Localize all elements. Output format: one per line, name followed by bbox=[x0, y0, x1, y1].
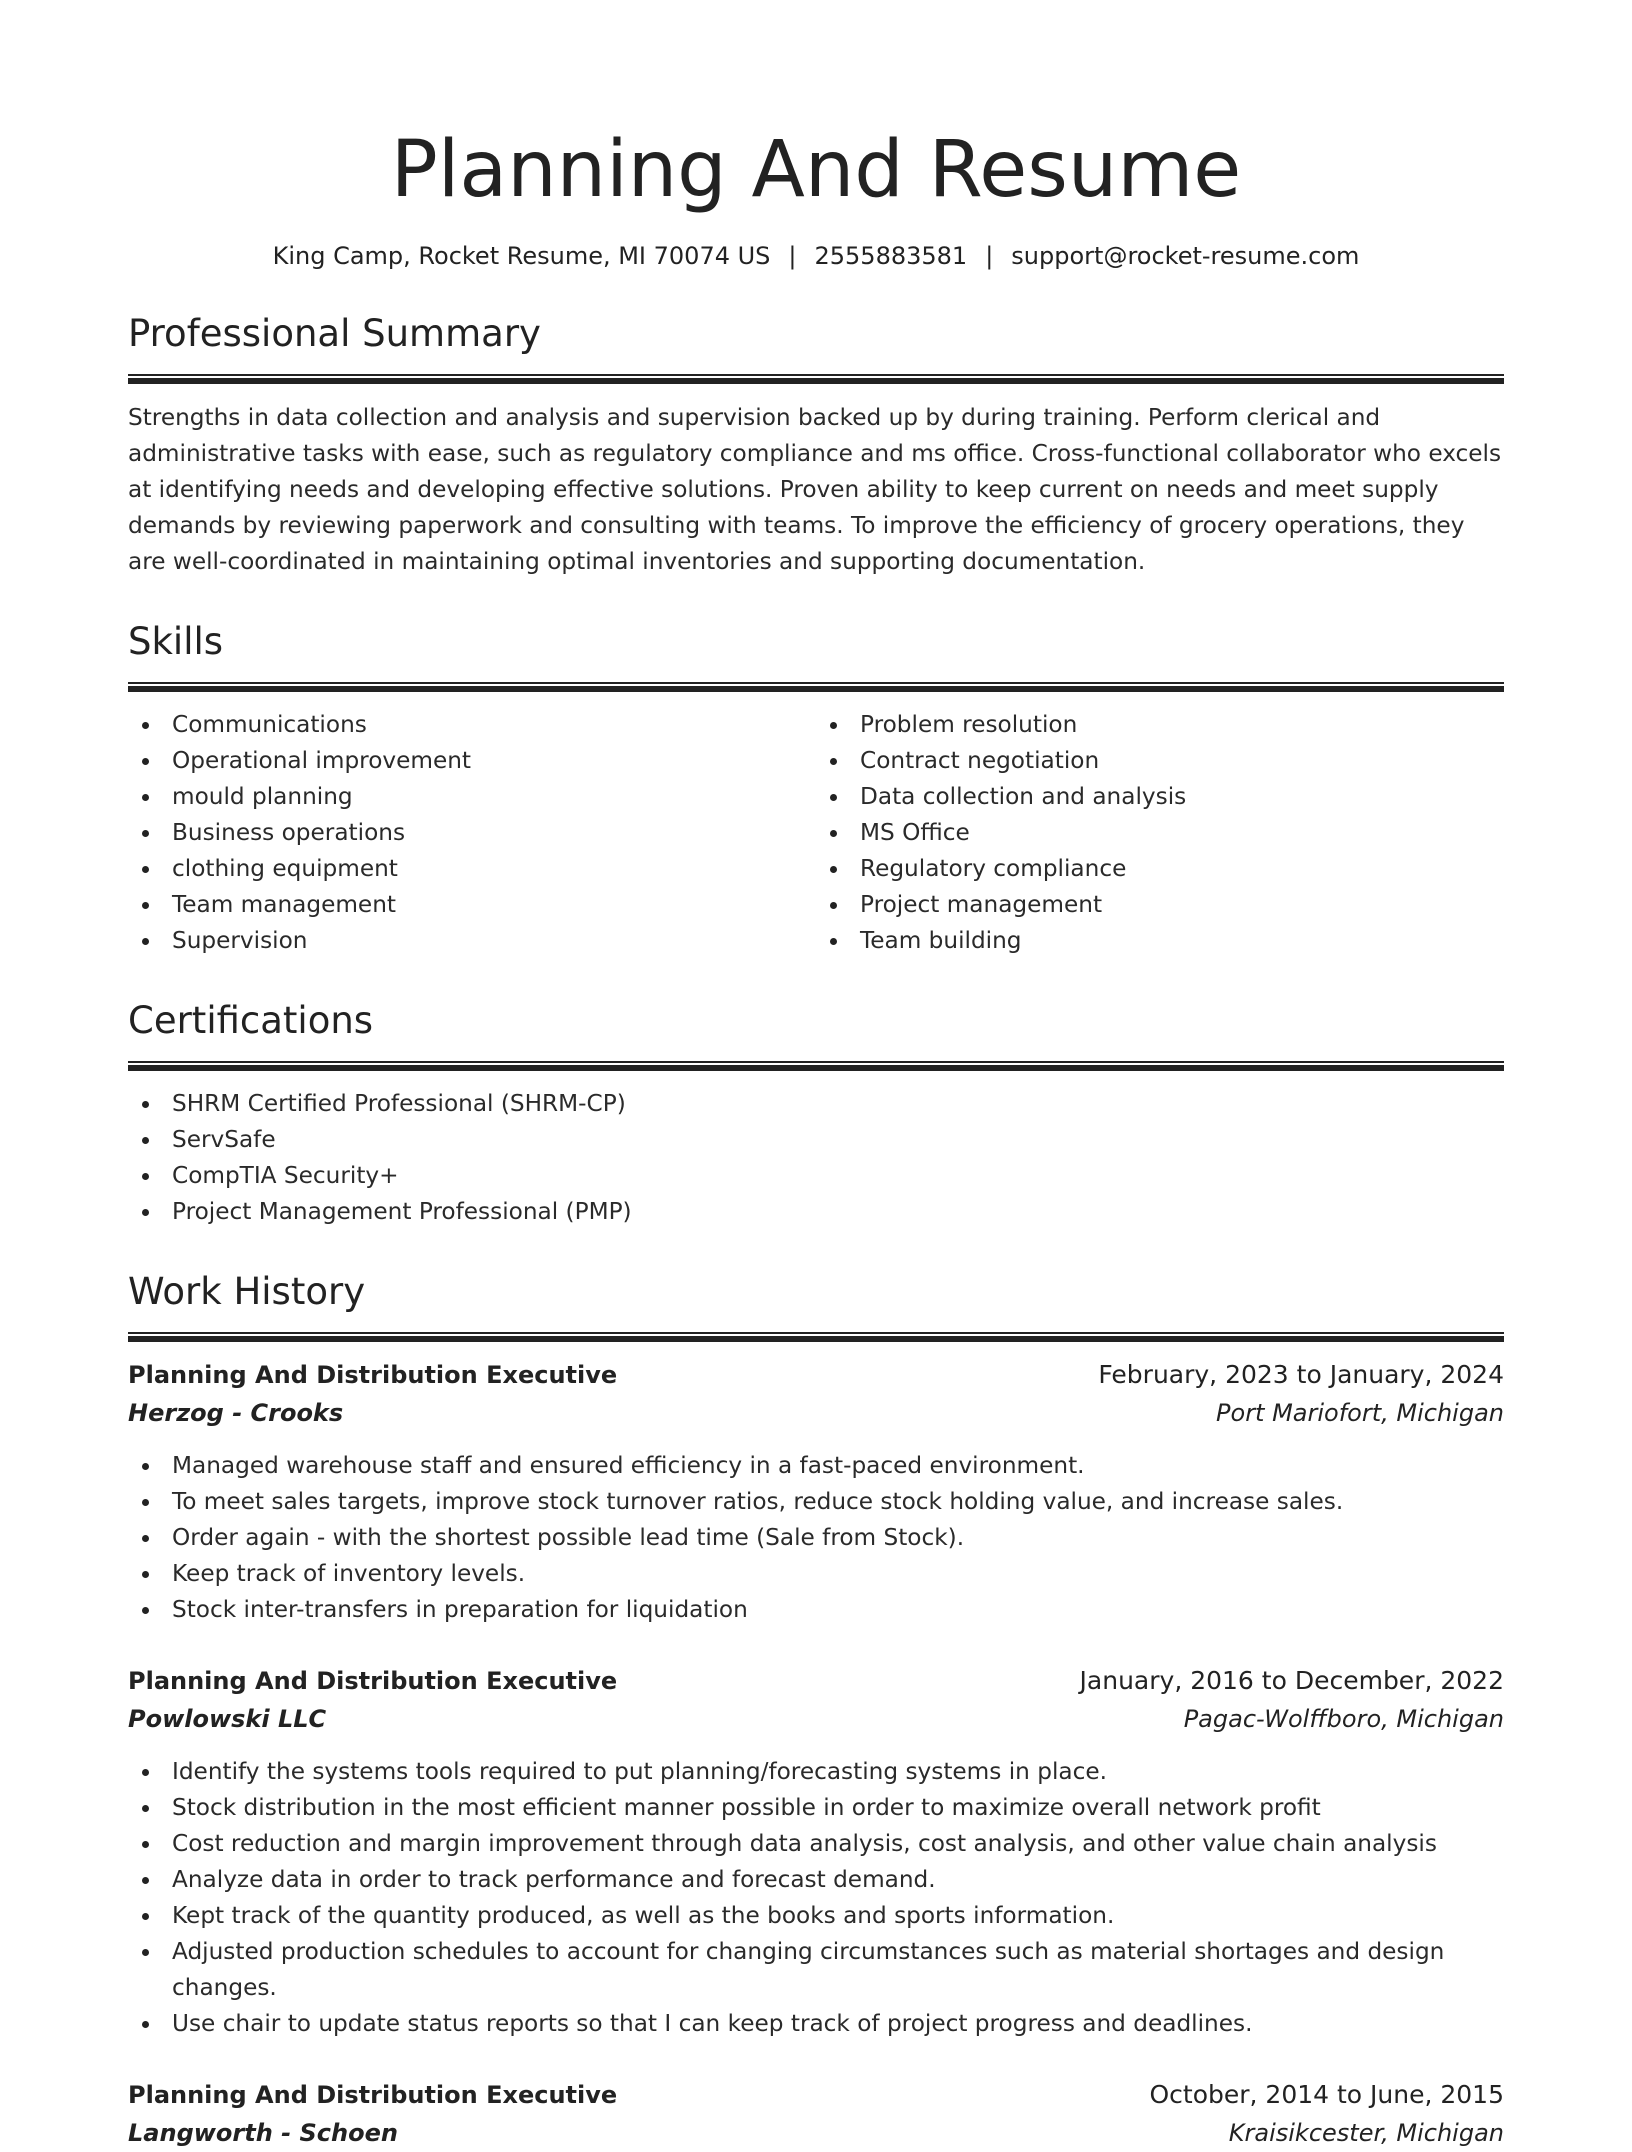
section-title: Work History bbox=[128, 1270, 366, 1313]
skills-list-left bbox=[128, 707, 816, 959]
certification-item: ServSafe bbox=[128, 1122, 1504, 1158]
job-entry bbox=[128, 2076, 1504, 2152]
job-dates: October, 2014 to June, 2015 bbox=[1149, 2080, 1504, 2109]
job-duty-item: Cost reduction and margin improvement through data analysis, cost analysis, and other value chain analysis bbox=[128, 1826, 1504, 1862]
skills-section bbox=[128, 620, 1504, 959]
summary-text: Strengths in data collection and analysis and supervision backed up by during training. Perform clerical and administrative tasks with ease, such as regulatory compliance and ms office. Cross-functional collaborator who excels at identifying needs and developing effective solutions. Proven ability to keep current on needs and meet supply demands by reviewing paperwork and consulting with teams. To improve the efficiency of grocery operations, they are well-coordinated in maintaining optimal inventories and supporting documentation. bbox=[128, 404, 1502, 575]
skill-item: mould planning bbox=[128, 779, 816, 815]
section-title: Professional Summary bbox=[128, 312, 541, 355]
section-divider bbox=[128, 374, 1504, 384]
job-company-row bbox=[128, 1700, 1504, 1738]
contact-email: support@rocket-resume.com bbox=[1011, 242, 1360, 270]
certification-item: CompTIA Security+ bbox=[128, 1158, 1504, 1194]
job-duty-item: Managed warehouse staff and ensured efficiency in a fast-paced environment. bbox=[128, 1448, 1504, 1484]
job-location: Port Mariofort, Michigan bbox=[1216, 1399, 1504, 1427]
job-duty-item: Use chair to update status reports so that I can keep track of project progress and deadlines. bbox=[128, 2006, 1504, 2042]
certification-item: SHRM Certified Professional (SHRM-CP) bbox=[128, 1086, 1504, 1122]
job-duty-item: To meet sales targets, improve stock turnover ratios, reduce stock holding value, and increase sales. bbox=[128, 1484, 1504, 1520]
section-title: Certifications bbox=[128, 999, 374, 1042]
certifications-list bbox=[128, 1086, 1504, 1230]
job-duty-item: Stock distribution in the most efficient manner possible in order to maximize overall network profit bbox=[128, 1790, 1504, 1826]
skill-item: Operational improvement bbox=[128, 743, 816, 779]
job-company-row bbox=[128, 1394, 1504, 1432]
job-title: Planning And Distribution Executive bbox=[128, 1667, 618, 1695]
skill-item: Communications bbox=[128, 707, 816, 743]
job-company: Langworth - Schoen bbox=[128, 2119, 398, 2147]
section-divider bbox=[128, 1061, 1504, 1071]
skill-item: Supervision bbox=[128, 923, 816, 959]
skill-item: Problem resolution bbox=[816, 707, 1504, 743]
job-duty-item: Analyze data in order to track performance and forecast demand. bbox=[128, 1862, 1504, 1898]
job-duties-list bbox=[128, 1754, 1504, 2042]
contact-line bbox=[128, 240, 1504, 272]
job-location: Pagac-Wolffboro, Michigan bbox=[1183, 1705, 1504, 1733]
skill-item: Data collection and analysis bbox=[816, 779, 1504, 815]
job-entry bbox=[128, 1356, 1504, 1628]
skill-item: Team building bbox=[816, 923, 1504, 959]
job-duty-item: Adjusted production schedules to account for changing circumstances such as material shortages and design changes. bbox=[128, 1934, 1504, 2006]
job-dates: January, 2016 to December, 2022 bbox=[1079, 1666, 1504, 1695]
professional-summary-section bbox=[128, 312, 1504, 580]
job-entry bbox=[128, 1662, 1504, 2042]
skill-item: MS Office bbox=[816, 815, 1504, 851]
contact-address: King Camp, Rocket Resume, MI 70074 US bbox=[272, 242, 771, 270]
skill-item: clothing equipment bbox=[128, 851, 816, 887]
skills-columns bbox=[128, 707, 1504, 959]
skill-item: Business operations bbox=[128, 815, 816, 851]
job-company-row bbox=[128, 2114, 1504, 2152]
resume-name: Planning And Resume bbox=[390, 125, 1242, 215]
job-company: Powlowski LLC bbox=[128, 1705, 327, 1733]
skill-item: Team management bbox=[128, 887, 816, 923]
job-location: Kraisikcester, Michigan bbox=[1228, 2119, 1504, 2147]
job-header-row bbox=[128, 2076, 1504, 2114]
work-history-section bbox=[128, 1270, 1504, 2152]
job-duties-list bbox=[128, 1448, 1504, 1628]
contact-phone: 2555883581 bbox=[814, 242, 968, 270]
job-dates: February, 2023 to January, 2024 bbox=[1098, 1360, 1504, 1389]
job-title: Planning And Distribution Executive bbox=[128, 2081, 618, 2109]
section-divider bbox=[128, 682, 1504, 692]
job-duty-item: Kept track of the quantity produced, as well as the books and sports information. bbox=[128, 1898, 1504, 1934]
job-duty-item: Keep track of inventory levels. bbox=[128, 1556, 1504, 1592]
job-header-row bbox=[128, 1662, 1504, 1700]
job-duty-item: Identify the systems tools required to put planning/forecasting systems in place. bbox=[128, 1754, 1504, 1790]
section-divider bbox=[128, 1332, 1504, 1342]
skill-item: Regulatory compliance bbox=[816, 851, 1504, 887]
certifications-section bbox=[128, 999, 1504, 1230]
job-title: Planning And Distribution Executive bbox=[128, 1361, 618, 1389]
certification-item: Project Management Professional (PMP) bbox=[128, 1194, 1504, 1230]
contact-separator: | bbox=[985, 242, 994, 270]
job-company: Herzog - Crooks bbox=[128, 1399, 344, 1427]
contact-separator: | bbox=[788, 242, 797, 270]
job-header-row bbox=[128, 1356, 1504, 1394]
skill-item: Contract negotiation bbox=[816, 743, 1504, 779]
skills-list-right bbox=[816, 707, 1504, 959]
job-duty-item: Order again - with the shortest possible lead time (Sale from Stock). bbox=[128, 1520, 1504, 1556]
job-duty-item: Stock inter-transfers in preparation for liquidation bbox=[128, 1592, 1504, 1628]
skill-item: Project management bbox=[816, 887, 1504, 923]
section-title: Skills bbox=[128, 620, 224, 663]
